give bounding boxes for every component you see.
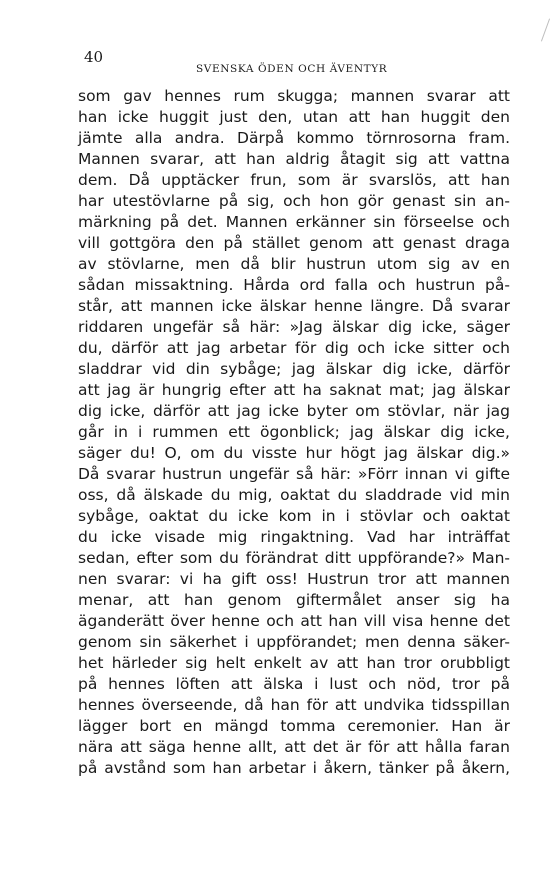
text-line: dig icke, därför att jag icke byter om stövlar, när jag	[78, 402, 510, 420]
corner-mark	[541, 19, 550, 42]
page-number: 40	[84, 48, 104, 66]
text-line: nära att säga henne allt, att det är för att hålla faran	[78, 738, 510, 756]
text-line: säger du! O, om du visste hur högt jag älskar dig.»	[78, 444, 510, 462]
text-line: på hennes löften att älska i lust och nöd, tror på	[78, 675, 510, 693]
text-line: nen svarar: vi ha gift oss! Hustrun tror att mannen	[78, 570, 510, 588]
text-line: han icke huggit just den, utan att han huggit den	[78, 108, 510, 126]
text-line: het härleder sig helt enkelt av att han tror orubbligt	[78, 654, 510, 672]
text-line: äganderätt över henne och att han vill visa henne det	[78, 612, 510, 630]
text-line: du icke visade mig ringaktning. Vad har inträffat	[78, 528, 510, 546]
text-line: du, därför att jag arbetar för dig och icke sitter och	[78, 339, 510, 357]
text-line: sladdrar vid din sybåge; jag älskar dig icke, därför	[78, 360, 510, 378]
text-line: av stövlarne, men då blir hustrun utom sig av en	[78, 255, 510, 273]
text-line: hennes överseende, då han för att undvika tidsspillan	[78, 696, 510, 714]
text-line: genom sin säkerhet i uppförandet; men denna säker-	[78, 633, 510, 651]
text-line: Mannen svarar, att han aldrig åtagit sig att vattna	[78, 150, 510, 168]
text-line: att jag är hungrig efter att ha saknat mat; jag älskar	[78, 381, 510, 399]
text-line: går in i rummen ett ögonblick; jag älskar dig icke,	[78, 423, 510, 441]
text-line: vill gottgöra den på stället genom att genast draga	[78, 234, 510, 252]
text-line: sådan missaktning. Hårda ord falla och hustrun på-	[78, 276, 510, 294]
text-line: Då svarar hustrun ungefär så här: »Förr innan vi gifte	[78, 465, 510, 483]
body-text	[78, 86, 510, 779]
text-line: menar, att han genom giftermålet anser sig ha	[78, 591, 510, 609]
text-line: lägger bort en mängd tomma ceremonier. Han är	[78, 717, 510, 735]
text-line: dem. Då upptäcker frun, som är svarslös, att han	[78, 171, 510, 189]
text-line: sybåge, oaktat du icke kom in i stövlar och oaktat	[78, 507, 510, 525]
text-line: märkning på det. Mannen erkänner sin förseelse och	[78, 213, 510, 231]
text-line: har utestövlarne på sig, och hon gör genast sin an-	[78, 192, 510, 210]
text-line: står, att mannen icke älskar henne längre. Då svarar	[78, 297, 510, 315]
text-line: sedan, efter som du förändrat ditt uppförande?» Man-	[78, 549, 510, 567]
text-line: jämte alla andra. Därpå kommo törnrosorna fram.	[78, 129, 510, 147]
text-line: oss, då älskade du mig, oaktat du sladdrade vid min	[78, 486, 510, 504]
running-head: SVENSKA ÖDEN OCH ÄVENTYR	[196, 63, 388, 75]
text-line: som gav hennes rum skugga; mannen svarar att	[78, 87, 510, 105]
text-line: på avstånd som han arbetar i åkern, tänker på åkern,	[78, 759, 510, 777]
text-line: riddaren ungefär så här: »Jag älskar dig icke, säger	[78, 318, 510, 336]
